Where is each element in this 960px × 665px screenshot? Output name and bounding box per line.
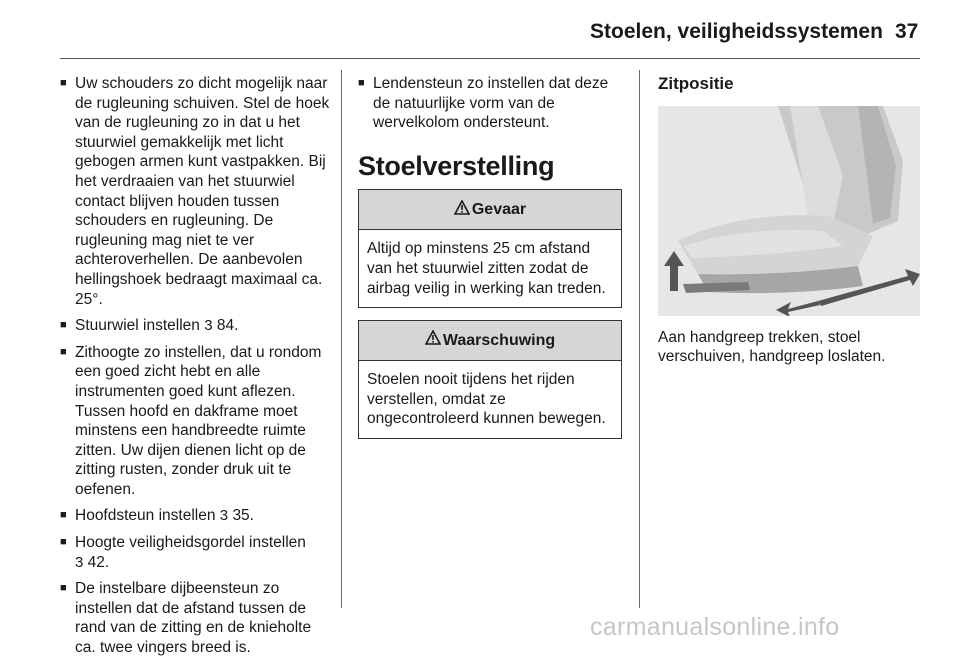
page-reference-link[interactable]: 84. [216, 317, 239, 335]
figure-caption: Aan handgreep trekken, stoel verschuiven, handgreep loslaten. [658, 328, 886, 366]
list-item [60, 533, 335, 572]
page-title: Stoelen, veiligheidssystemen [590, 20, 883, 43]
list-item [60, 506, 335, 526]
list-item [60, 343, 335, 500]
warning-box-header [359, 321, 621, 361]
watermark: carmanualsonline.info [590, 613, 840, 641]
list-item-text: Lendensteun zo instellen dat deze de natuurlijke vorm van de wervelkolom ondersteunt. [373, 75, 609, 132]
header-rule [60, 58, 920, 59]
page-reference-link[interactable]: 35. [232, 507, 254, 525]
section-title: Stoelverstelling [358, 150, 555, 181]
warning-triangle-icon [425, 330, 441, 351]
list-item-text: Uw schouders zo dicht mogelijk naar de rugleuning schuiven. Stel de hoek van de rugleuning zo in dat u het stuurwiel gemakkelijk met licht gebogen armen kunt vastpakken. Bij het verdraaien van het stuurwiel contact blijven houden tussen schouders en rugleuning. De rugleuning mag niet te ver achteroverhellen. De aanbevolen hellingshoek bedraagt maximaal ca. 25°. [75, 75, 330, 308]
page-ref-arrow-icon: 3 [219, 507, 229, 525]
list-item [60, 579, 335, 657]
page-number: 37 [895, 20, 919, 43]
list-item-text: Stuurwiel instellen [75, 317, 200, 335]
danger-heading: Gevaar [471, 201, 527, 219]
list-item-text: De instelbare dijbeensteun zo instellen dat de afstand tussen de rand van de zitting en de knieholte ca. twee vingers breed is. [75, 580, 312, 657]
danger-box [358, 189, 622, 308]
list-item [358, 74, 622, 133]
left-column [60, 74, 335, 665]
page-reference-link[interactable]: 42. [87, 553, 110, 571]
list-item-text: Zithoogte zo instellen, dat u rondom een goed zicht hebt en alle instrumenten goed kunt aflezen. Tussen hoofd en dakframe moet minstens een handbreedte ruimte zitten. Uw dijen dienen licht op de zitting rusten, zonder druk uit te oefenen. [75, 343, 322, 498]
column-divider [639, 70, 640, 608]
danger-text: Altijd op minstens 25 cm afstand van het stuurwiel zitten zodat de airbag veilig in werking kan treden. [367, 240, 606, 297]
warning-triangle-icon [454, 200, 470, 221]
subsection-title: Zitpositie [658, 74, 734, 93]
list-item-text: Hoogte veiligheidsgordel instellen [75, 534, 306, 552]
danger-box-header [359, 190, 621, 230]
instruction-list [358, 74, 622, 133]
instruction-list [60, 74, 335, 658]
middle-column [358, 74, 622, 451]
page-ref-arrow-icon: 3 [204, 317, 213, 335]
warning-box [358, 320, 622, 439]
page-ref-arrow-icon: 3 [75, 553, 84, 571]
warning-heading: Waarschuwing [442, 331, 556, 349]
list-item [60, 316, 335, 336]
list-item [60, 74, 335, 309]
seat-adjustment-illustration [658, 106, 920, 316]
right-column [658, 74, 920, 367]
column-divider [341, 70, 342, 608]
list-item-text: Hoofdsteun instellen [75, 507, 216, 525]
warning-text: Stoelen nooit tijdens het rijden verstellen, omdat ze ongecontroleerd kunnen bewegen. [367, 371, 606, 428]
